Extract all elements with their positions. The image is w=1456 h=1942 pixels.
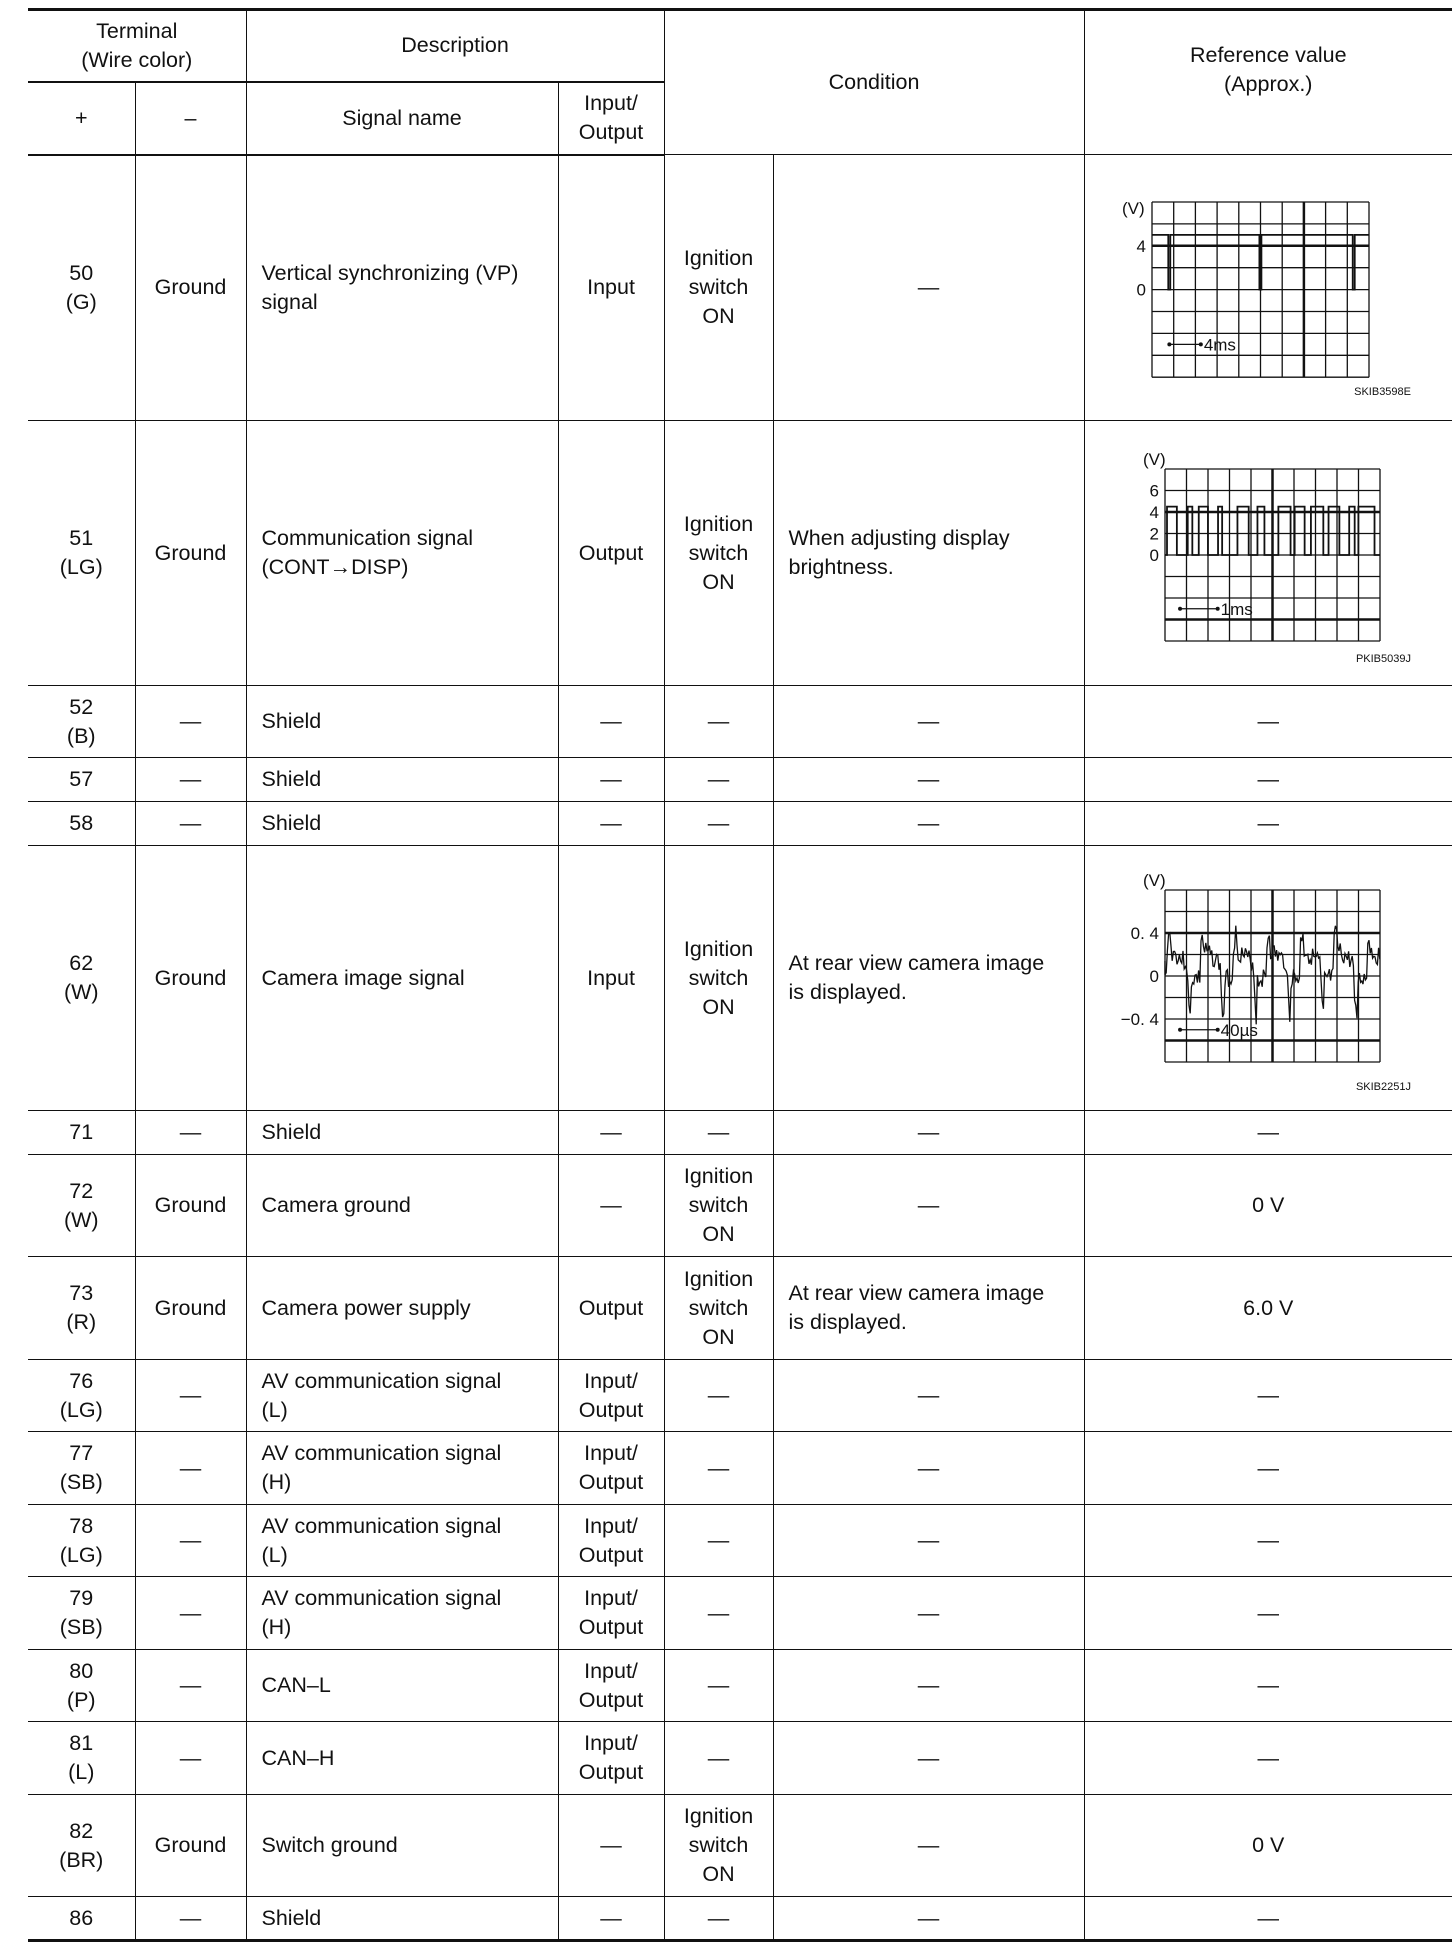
input-output-cell: Input [558,846,664,1111]
ignition-condition-cell: Ignition switch ON [664,1155,773,1257]
terminal-cell: 72 (W) [28,1155,135,1257]
time-scale-label: 40µs [1220,1020,1258,1040]
ignition-condition-cell: Ignition switch ON [664,846,773,1111]
input-output-cell: Input/ Output [558,1360,664,1432]
terminal-cell: 50 (G) [28,155,135,421]
input-output-cell: — [558,1795,664,1897]
input-output-cell: — [558,802,664,846]
input-output-cell: — [558,1897,664,1941]
table-row [28,1795,1452,1897]
table-row [28,1577,1452,1650]
condition-cell: — [773,155,1084,421]
minus-terminal-cell: — [135,1505,246,1577]
reference-value-cell: — [1084,686,1452,758]
minus-terminal-cell: Ground [135,1795,246,1897]
condition-cell: — [773,1795,1084,1897]
condition-cell: — [773,758,1084,802]
figure-code: SKIB3598E [1353,386,1411,398]
minus-terminal-cell: — [135,1111,246,1155]
signal-name-cell: Vertical synchronizing (VP) signal [246,155,558,421]
minus-terminal-cell: — [135,1432,246,1505]
input-output-cell: Input/ Output [558,1722,664,1795]
input-output-cell: Input/ Output [558,1650,664,1722]
ignition-condition-cell: — [664,1722,773,1795]
header-terminal: Terminal (Wire color) [28,10,246,82]
oscilloscope-grid [1165,890,1380,1062]
table-row [28,1360,1452,1432]
input-output-cell: Input/ Output [558,1505,664,1577]
reference-value-cell: — [1084,1360,1452,1432]
condition-cell: — [773,1155,1084,1257]
reference-value-cell: — [1084,802,1452,846]
table-row [28,802,1452,846]
terminal-cell: 79 (SB) [28,1577,135,1650]
ignition-condition-cell: — [664,686,773,758]
header-minus: – [135,82,246,155]
terminal-cell: 81 (L) [28,1722,135,1795]
terminal-reference-table [28,8,1452,1942]
reference-value-cell: 0 V [1084,1795,1452,1897]
table-row [28,1650,1452,1722]
signal-name-cell: Shield [246,758,558,802]
signal-name-cell: Switch ground [246,1795,558,1897]
signal-name-cell: CAN–L [246,1650,558,1722]
input-output-cell: — [558,686,664,758]
table-row [28,1432,1452,1505]
minus-terminal-cell: — [135,1360,246,1432]
ignition-condition-cell: — [664,1432,773,1505]
terminal-cell: 80 (P) [28,1650,135,1722]
signal-name-cell: AV communication signal (H) [246,1577,558,1650]
reference-value-cell: — [1084,1897,1452,1941]
condition-cell: — [773,1722,1084,1795]
condition-cell: — [773,1650,1084,1722]
header-condition: Condition [664,10,1084,155]
signal-name-cell: Camera ground [246,1155,558,1257]
condition-cell: — [773,1897,1084,1941]
ignition-condition-cell: — [664,1650,773,1722]
waveform-1 [1085,155,1453,421]
minus-terminal-cell: Ground [135,155,246,421]
minus-terminal-cell: Ground [135,1257,246,1360]
condition-cell: — [773,1432,1084,1505]
condition-cell: At rear view camera image is displayed. [773,1257,1084,1360]
reference-value-cell: 6.0 V [1084,1257,1452,1360]
ignition-condition-cell: Ignition switch ON [664,1257,773,1360]
ignition-condition-cell: — [664,1897,773,1941]
terminal-cell: 78 (LG) [28,1505,135,1577]
table-row [28,758,1452,802]
input-output-cell: Output [558,1257,664,1360]
ignition-condition-cell: Ignition switch ON [664,155,773,421]
minus-terminal-cell: — [135,802,246,846]
terminal-cell: 58 [28,802,135,846]
terminal-cell: 73 (R) [28,1257,135,1360]
table-row [28,1155,1452,1257]
condition-cell: When adjusting display brightness. [773,421,1084,686]
reference-waveform-cell [1084,421,1452,686]
unit-label: (V) [1121,199,1145,218]
time-scale-label: 4ms [1203,335,1236,355]
table-row [28,1722,1452,1795]
signal-name-cell: Camera image signal [246,846,558,1111]
terminal-cell: 71 [28,1111,135,1155]
terminal-cell: 51 (LG) [28,421,135,686]
condition-cell: — [773,686,1084,758]
terminal-cell: 62 (W) [28,846,135,1111]
signal-name-cell: Communication signal (CONT→DISP) [246,421,558,686]
minus-terminal-cell: — [135,758,246,802]
minus-terminal-cell: Ground [135,846,246,1111]
condition-cell: — [773,1360,1084,1432]
table-row [28,421,1452,686]
time-scale-arrow [1167,342,1202,346]
table-row [28,1257,1452,1360]
reference-waveform-cell [1084,155,1452,421]
signal-name-cell: AV communication signal (L) [246,1360,558,1432]
y-axis-label: 4 [1149,503,1159,522]
table-row [28,686,1452,758]
input-output-cell: Output [558,421,664,686]
table-row [28,846,1452,1111]
minus-terminal-cell: — [135,1897,246,1941]
waveform-2 [1085,421,1453,686]
signal-name-cell: Shield [246,686,558,758]
y-axis-label: 6 [1149,481,1159,501]
table-row [28,155,1452,421]
terminal-cell: 57 [28,758,135,802]
condition-cell: — [773,802,1084,846]
reference-value-cell: — [1084,1111,1452,1155]
reference-value-cell: — [1084,758,1452,802]
table-body [28,155,1452,1941]
condition-cell: — [773,1111,1084,1155]
unit-label: (V) [1142,450,1166,469]
y-axis-label: −0. 4 [1120,1010,1159,1029]
terminal-cell: 82 (BR) [28,1795,135,1897]
minus-terminal-cell: — [135,1577,246,1650]
table-row [28,1897,1452,1941]
input-output-cell: — [558,1155,664,1257]
minus-terminal-cell: — [135,1650,246,1722]
header-input-output: Input/ Output [558,82,664,155]
reference-value-cell: — [1084,1722,1452,1795]
input-output-cell: Input/ Output [558,1432,664,1505]
ignition-condition-cell: Ignition switch ON [664,421,773,686]
reference-value-cell: — [1084,1577,1452,1650]
figure-code: PKIB5039J [1355,653,1411,665]
input-output-cell: Input [558,155,664,421]
time-scale-arrow [1178,1028,1220,1032]
minus-terminal-cell: — [135,1722,246,1795]
y-axis-label: 0 [1136,280,1146,300]
ignition-condition-cell: — [664,1360,773,1432]
ignition-condition-cell: — [664,1111,773,1155]
signal-name-cell: Shield [246,1897,558,1941]
y-axis-label: 0 [1149,967,1159,986]
minus-terminal-cell: — [135,686,246,758]
input-output-cell: — [558,1111,664,1155]
ignition-condition-cell: — [664,1577,773,1650]
table-row [28,1505,1452,1577]
ignition-condition-cell: Ignition switch ON [664,1795,773,1897]
reference-value-cell: — [1084,1432,1452,1505]
waveform-3 [1085,846,1453,1111]
y-axis-label: 0 [1149,546,1159,565]
ignition-condition-cell: — [664,802,773,846]
terminal-cell: 86 [28,1897,135,1941]
figure-code: SKIB2251J [1355,1081,1411,1093]
y-axis-label: 4 [1136,236,1146,256]
input-output-cell: — [558,758,664,802]
unit-label: (V) [1142,871,1166,890]
signal-name-cell: Shield [246,1111,558,1155]
header-plus: + [28,82,135,155]
ignition-condition-cell: — [664,1505,773,1577]
terminal-cell: 76 (LG) [28,1360,135,1432]
terminal-cell: 77 (SB) [28,1432,135,1505]
input-output-cell: Input/ Output [558,1577,664,1650]
reference-value-cell: — [1084,1505,1452,1577]
signal-name-cell: Shield [246,802,558,846]
y-axis-label: 0. 4 [1130,924,1159,943]
signal-name-cell: CAN–H [246,1722,558,1795]
condition-cell: — [773,1577,1084,1650]
condition-cell: — [773,1505,1084,1577]
reference-value-cell: — [1084,1650,1452,1722]
reference-waveform-cell [1084,846,1452,1111]
signal-name-cell: Camera power supply [246,1257,558,1360]
ignition-condition-cell: — [664,758,773,802]
signal-name-cell: AV communication signal (L) [246,1505,558,1577]
reference-value-cell: 0 V [1084,1155,1452,1257]
time-scale-label: 1ms [1220,599,1253,619]
header-description: Description [246,10,664,82]
table-row [28,1111,1452,1155]
header-reference-value: Reference value (Approx.) [1084,10,1452,155]
y-axis-label: 2 [1149,524,1159,544]
minus-terminal-cell: Ground [135,1155,246,1257]
header-signal-name: Signal name [246,82,558,155]
time-scale-arrow [1178,607,1220,611]
signal-name-cell: AV communication signal (H) [246,1432,558,1505]
condition-cell: At rear view camera image is displayed. [773,846,1084,1111]
terminal-cell: 52 (B) [28,686,135,758]
minus-terminal-cell: Ground [135,421,246,686]
